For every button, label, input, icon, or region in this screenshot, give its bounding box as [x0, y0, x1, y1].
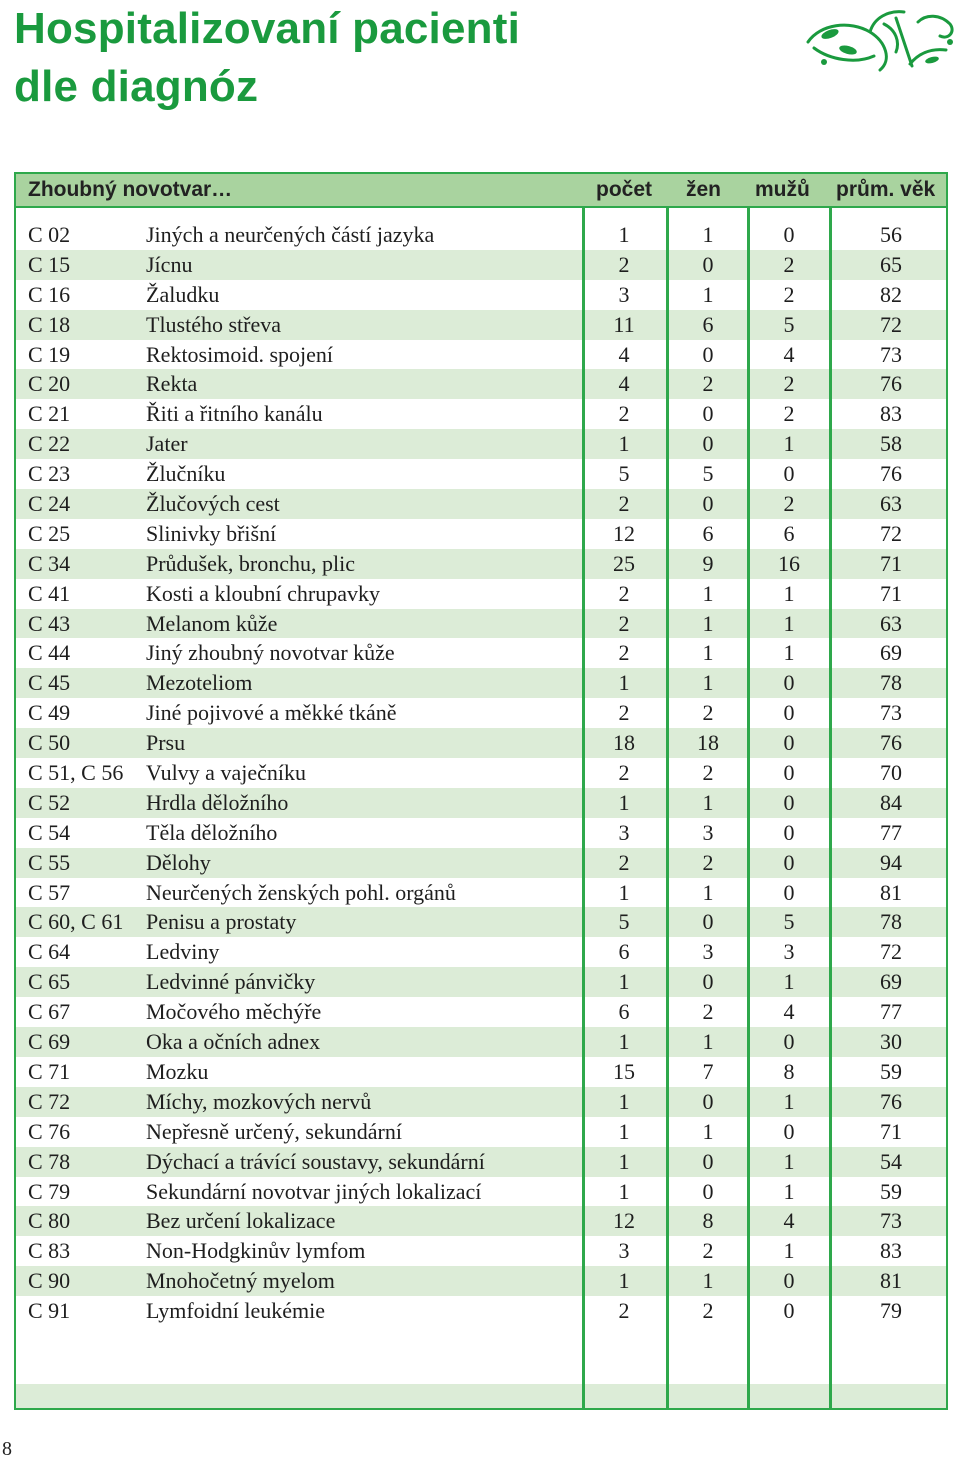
table-row	[16, 818, 946, 848]
cell-code: C 64	[28, 939, 71, 965]
cell-count: 1	[618, 1118, 630, 1144]
cell-women: 1	[702, 1268, 714, 1294]
cell-age: 58	[880, 431, 902, 457]
table-row	[16, 399, 946, 429]
cell-code: C 80	[28, 1208, 71, 1234]
cell-age: 59	[880, 1058, 902, 1084]
cell-code: C 41	[28, 580, 71, 606]
cell-count: 1	[618, 1178, 630, 1204]
table-row	[16, 937, 946, 967]
header-avg-age: prům. věk	[836, 178, 936, 201]
cell-count: 6	[618, 999, 630, 1025]
page-title-line-1: Hospitalizovaní pacienti	[14, 4, 521, 53]
cell-count: 2	[618, 580, 630, 606]
cell-women: 2	[702, 1298, 714, 1324]
cell-men: 8	[783, 1058, 795, 1084]
cell-code: C 44	[28, 640, 71, 666]
cell-count: 1	[618, 670, 630, 696]
cell-men: 1	[783, 1238, 795, 1264]
cell-code: C 25	[28, 520, 71, 546]
cell-age: 30	[880, 1029, 902, 1055]
table-row	[16, 848, 946, 878]
cell-count: 2	[618, 1298, 630, 1324]
cell-women: 2	[702, 760, 714, 786]
empty-row	[16, 1354, 946, 1384]
cell-code: C 15	[28, 251, 71, 277]
cell-age: 69	[880, 640, 902, 666]
table-row	[16, 459, 946, 489]
cell-age: 72	[880, 311, 902, 337]
table-body	[16, 220, 946, 1326]
cell-count: 5	[618, 909, 630, 935]
cell-men: 1	[783, 1088, 795, 1114]
cell-men: 0	[783, 1118, 795, 1144]
table-row	[16, 1117, 946, 1147]
cell-code: C 76	[28, 1118, 71, 1144]
cell-men: 2	[783, 491, 795, 517]
cell-name: Dělohy	[146, 849, 211, 875]
cell-women: 6	[702, 311, 714, 337]
cell-count: 11	[613, 311, 635, 337]
cell-age: 78	[880, 909, 902, 935]
cell-count: 12	[613, 1208, 635, 1234]
cell-age: 71	[880, 550, 902, 576]
table-header	[16, 174, 946, 208]
table-row	[16, 489, 946, 519]
cell-name: Tlustého střeva	[146, 311, 282, 337]
page-number: 8	[2, 1438, 12, 1460]
cell-count: 1	[618, 879, 630, 905]
table-row	[16, 340, 946, 370]
cell-code: C 18	[28, 311, 71, 337]
cell-count: 12	[613, 520, 635, 546]
cell-code: C 71	[28, 1058, 71, 1084]
cell-men: 2	[783, 281, 795, 307]
table-row	[16, 1236, 946, 1266]
cell-men: 1	[783, 431, 795, 457]
table-row	[16, 907, 946, 937]
cell-age: 56	[880, 222, 902, 247]
cell-women: 1	[702, 281, 714, 307]
cell-men: 0	[783, 789, 795, 815]
cell-name: Prsu	[146, 730, 186, 756]
cell-count: 2	[618, 760, 630, 786]
cell-age: 83	[880, 401, 902, 427]
cell-count: 6	[618, 939, 630, 965]
cell-name: Slinivky břišní	[146, 520, 277, 546]
cell-count: 2	[618, 610, 630, 636]
table-row	[16, 1177, 946, 1207]
cell-name: Jiné pojivové a měkké tkáně	[146, 700, 397, 726]
cell-count: 1	[618, 1029, 630, 1055]
table-row	[16, 967, 946, 997]
cell-count: 5	[618, 461, 630, 487]
cell-code: C 43	[28, 610, 71, 636]
cell-age: 73	[880, 341, 902, 367]
cell-count: 1	[618, 222, 630, 247]
cell-age: 73	[880, 700, 902, 726]
cell-age: 76	[880, 371, 902, 397]
cell-age: 77	[880, 819, 902, 845]
cell-women: 1	[702, 222, 714, 247]
header-group: Zhoubný novotvar…	[28, 178, 233, 201]
cell-women: 1	[702, 1118, 714, 1144]
cell-count: 2	[618, 491, 630, 517]
cell-age: 79	[880, 1298, 902, 1324]
table-row	[16, 310, 946, 340]
cell-name: Ledviny	[146, 939, 220, 965]
cell-men: 0	[783, 879, 795, 905]
cell-name: Dýchací a trávící soustavy, sekundární	[146, 1148, 485, 1174]
cell-age: 71	[880, 580, 902, 606]
cell-name: Žlučníku	[146, 461, 226, 487]
table-row	[16, 878, 946, 908]
cell-age: 76	[880, 461, 902, 487]
cell-name: Melanom kůže	[146, 610, 278, 636]
cell-code: C 50	[28, 730, 71, 756]
cell-men: 1	[783, 580, 795, 606]
table-row	[16, 1087, 946, 1117]
column-divider	[582, 208, 585, 1408]
cell-code: C 24	[28, 491, 71, 517]
cell-code: C 54	[28, 819, 71, 845]
cell-count: 18	[613, 730, 635, 756]
cell-men: 0	[783, 819, 795, 845]
table-row	[16, 1147, 946, 1177]
header-women: žen	[686, 178, 722, 201]
cell-women: 18	[697, 730, 719, 756]
cell-name: Těla děložního	[146, 819, 278, 845]
cell-women: 1	[702, 580, 714, 606]
table-row	[16, 728, 946, 758]
cell-name: Non-Hodgkinův lymfom	[146, 1238, 366, 1264]
cell-count: 1	[618, 1088, 630, 1114]
cell-age: 77	[880, 999, 902, 1025]
cell-women: 1	[702, 1029, 714, 1055]
cell-men: 1	[783, 1148, 795, 1174]
cell-men: 4	[783, 1208, 795, 1234]
header-count: počet	[596, 178, 653, 201]
cell-count: 25	[613, 550, 635, 576]
cell-women: 0	[702, 969, 714, 995]
cell-name: Kosti a kloubní chrupavky	[146, 580, 381, 606]
table-row	[16, 250, 946, 280]
cell-women: 2	[702, 700, 714, 726]
cell-code: C 78	[28, 1148, 71, 1174]
cell-men: 16	[778, 550, 800, 576]
cell-code: C 60, C 61	[28, 909, 124, 935]
cell-men: 2	[783, 401, 795, 427]
cell-age: 83	[880, 1238, 902, 1264]
cell-women: 1	[702, 640, 714, 666]
cell-name: Rektosimoid. spojení	[146, 341, 333, 367]
table-row	[16, 1206, 946, 1236]
table-row	[16, 280, 946, 310]
cell-count: 1	[618, 1148, 630, 1174]
table-row	[16, 609, 946, 639]
floral-logo-icon	[800, 4, 956, 84]
cell-women: 8	[702, 1208, 714, 1234]
cell-age: 72	[880, 520, 902, 546]
cell-women: 3	[702, 819, 714, 845]
table-row	[16, 220, 946, 250]
cell-name: Močového měchýře	[146, 999, 322, 1025]
cell-count: 2	[618, 700, 630, 726]
cell-name: Míchy, mozkových nervů	[146, 1088, 372, 1114]
cell-name: Oka a očních adnex	[146, 1029, 321, 1055]
cell-code: C 02	[28, 222, 71, 247]
cell-women: 0	[702, 1088, 714, 1114]
table-row	[16, 1027, 946, 1057]
cell-name: Jater	[146, 431, 188, 457]
cell-women: 0	[702, 431, 714, 457]
cell-men: 1	[783, 640, 795, 666]
cell-count: 3	[618, 819, 630, 845]
cell-count: 15	[613, 1058, 635, 1084]
cell-age: 70	[880, 760, 902, 786]
cell-age: 82	[880, 281, 902, 307]
cell-count: 3	[618, 1238, 630, 1264]
cell-code: C 67	[28, 999, 71, 1025]
cell-name: Mozku	[146, 1058, 209, 1084]
cell-age: 72	[880, 939, 902, 965]
table-row	[16, 429, 946, 459]
table-row	[16, 1266, 946, 1296]
cell-code: C 21	[28, 401, 71, 427]
cell-name: Žaludku	[146, 281, 220, 307]
cell-women: 3	[702, 939, 714, 965]
cell-men: 1	[783, 969, 795, 995]
cell-name: Ledvinné pánvičky	[146, 969, 316, 995]
cell-code: C 90	[28, 1268, 71, 1294]
cell-men: 6	[783, 520, 795, 546]
cell-count: 1	[618, 789, 630, 815]
cell-count: 2	[618, 640, 630, 666]
cell-code: C 79	[28, 1178, 71, 1204]
cell-women: 1	[702, 670, 714, 696]
cell-men: 0	[783, 1298, 795, 1324]
cell-men: 0	[783, 849, 795, 875]
cell-age: 63	[880, 610, 902, 636]
cell-name: Jiných a neurčených částí jazyka	[146, 222, 435, 247]
cell-name: Průdušek, bronchu, plic	[146, 550, 355, 576]
column-divider	[747, 208, 750, 1408]
header-men: mužů	[755, 178, 810, 201]
cell-men: 1	[783, 610, 795, 636]
cell-count: 2	[618, 401, 630, 427]
cell-women: 1	[702, 789, 714, 815]
cell-age: 71	[880, 1118, 902, 1144]
cell-age: 94	[880, 849, 902, 875]
cell-count: 1	[618, 1268, 630, 1294]
cell-code: C 20	[28, 371, 71, 397]
cell-men: 0	[783, 670, 795, 696]
column-divider	[666, 208, 669, 1408]
cell-men: 2	[783, 371, 795, 397]
cell-age: 65	[880, 251, 902, 277]
cell-code: C 91	[28, 1298, 71, 1324]
cell-name: Neurčených ženských pohl. orgánů	[146, 879, 456, 905]
cell-men: 0	[783, 700, 795, 726]
table-row	[16, 698, 946, 728]
cell-men: 0	[783, 730, 795, 756]
cell-name: Vulvy a vaječníku	[146, 760, 306, 786]
table-row	[16, 638, 946, 668]
cell-name: Penisu a prostaty	[146, 909, 297, 935]
table-row	[16, 1057, 946, 1087]
cell-women: 1	[702, 610, 714, 636]
cell-age: 69	[880, 969, 902, 995]
cell-men: 0	[783, 1029, 795, 1055]
diagnosis-table	[14, 172, 948, 1410]
cell-age: 54	[880, 1148, 902, 1174]
cell-name: Bez určení lokalizace	[146, 1208, 336, 1234]
cell-women: 1	[702, 879, 714, 905]
cell-count: 1	[618, 431, 630, 457]
cell-count: 1	[618, 969, 630, 995]
cell-women: 5	[702, 461, 714, 487]
cell-code: C 22	[28, 431, 71, 457]
table-row	[16, 519, 946, 549]
table-row	[16, 1296, 946, 1326]
cell-men: 0	[783, 1268, 795, 1294]
cell-name: Hrdla děložního	[146, 789, 289, 815]
table-row	[16, 997, 946, 1027]
cell-count: 4	[618, 341, 630, 367]
cell-men: 0	[783, 222, 795, 247]
cell-men: 3	[783, 939, 795, 965]
cell-age: 81	[880, 1268, 902, 1294]
cell-age: 84	[880, 789, 902, 815]
cell-code: C 34	[28, 550, 71, 576]
cell-women: 0	[702, 909, 714, 935]
cell-women: 2	[702, 849, 714, 875]
cell-men: 4	[783, 341, 795, 367]
cell-code: C 72	[28, 1088, 71, 1114]
cell-code: C 52	[28, 789, 71, 815]
page-title	[14, 0, 520, 116]
cell-men: 5	[783, 909, 795, 935]
cell-men: 5	[783, 311, 795, 337]
cell-men: 0	[783, 760, 795, 786]
cell-code: C 69	[28, 1029, 71, 1055]
cell-code: C 65	[28, 969, 71, 995]
cell-women: 6	[702, 520, 714, 546]
cell-women: 9	[702, 550, 714, 576]
cell-age: 78	[880, 670, 902, 696]
table-row	[16, 369, 946, 399]
cell-name: Řiti a řitního kanálu	[146, 401, 323, 427]
cell-men: 0	[783, 461, 795, 487]
cell-women: 0	[702, 1148, 714, 1174]
cell-women: 2	[702, 999, 714, 1025]
cell-age: 76	[880, 1088, 902, 1114]
table-row	[16, 668, 946, 698]
table-row	[16, 579, 946, 609]
cell-men: 2	[783, 251, 795, 277]
cell-name: Jícnu	[146, 251, 193, 277]
cell-women: 0	[702, 341, 714, 367]
cell-code: C 57	[28, 879, 71, 905]
cell-name: Mnohočetný myelom	[146, 1268, 335, 1294]
cell-count: 3	[618, 281, 630, 307]
cell-age: 59	[880, 1178, 902, 1204]
cell-women: 0	[702, 251, 714, 277]
cell-women: 2	[702, 1238, 714, 1264]
cell-code: C 16	[28, 281, 71, 307]
cell-age: 63	[880, 491, 902, 517]
empty-row	[16, 1384, 946, 1408]
cell-men: 4	[783, 999, 795, 1025]
cell-name: Nepřesně určený, sekundární	[146, 1118, 402, 1144]
cell-code: C 83	[28, 1238, 71, 1264]
table-row	[16, 549, 946, 579]
cell-code: C 23	[28, 461, 71, 487]
cell-code: C 51, C 56	[28, 760, 124, 786]
cell-name: Lymfoidní leukémie	[146, 1298, 326, 1324]
cell-code: C 45	[28, 670, 71, 696]
cell-women: 0	[702, 1178, 714, 1204]
cell-name: Jiný zhoubný novotvar kůže	[146, 640, 395, 666]
cell-women: 7	[702, 1058, 714, 1084]
cell-women: 2	[702, 371, 714, 397]
cell-code: C 55	[28, 849, 71, 875]
cell-age: 81	[880, 879, 902, 905]
cell-women: 0	[702, 491, 714, 517]
cell-name: Rekta	[146, 371, 198, 397]
cell-age: 76	[880, 730, 902, 756]
cell-women: 0	[702, 401, 714, 427]
table-row	[16, 788, 946, 818]
cell-code: C 49	[28, 700, 71, 726]
cell-name: Žlučových cest	[146, 491, 280, 517]
column-divider	[829, 208, 832, 1408]
cell-count: 2	[618, 849, 630, 875]
cell-count: 2	[618, 251, 630, 277]
table-row	[16, 758, 946, 788]
cell-name: Sekundární novotvar jiných lokalizací	[146, 1178, 482, 1204]
cell-code: C 19	[28, 341, 71, 367]
cell-count: 4	[618, 371, 630, 397]
cell-age: 73	[880, 1208, 902, 1234]
empty-row	[16, 1324, 946, 1354]
cell-men: 1	[783, 1178, 795, 1204]
page-title-line-2: dle diagnóz	[14, 62, 259, 111]
cell-name: Mezoteliom	[146, 670, 253, 696]
